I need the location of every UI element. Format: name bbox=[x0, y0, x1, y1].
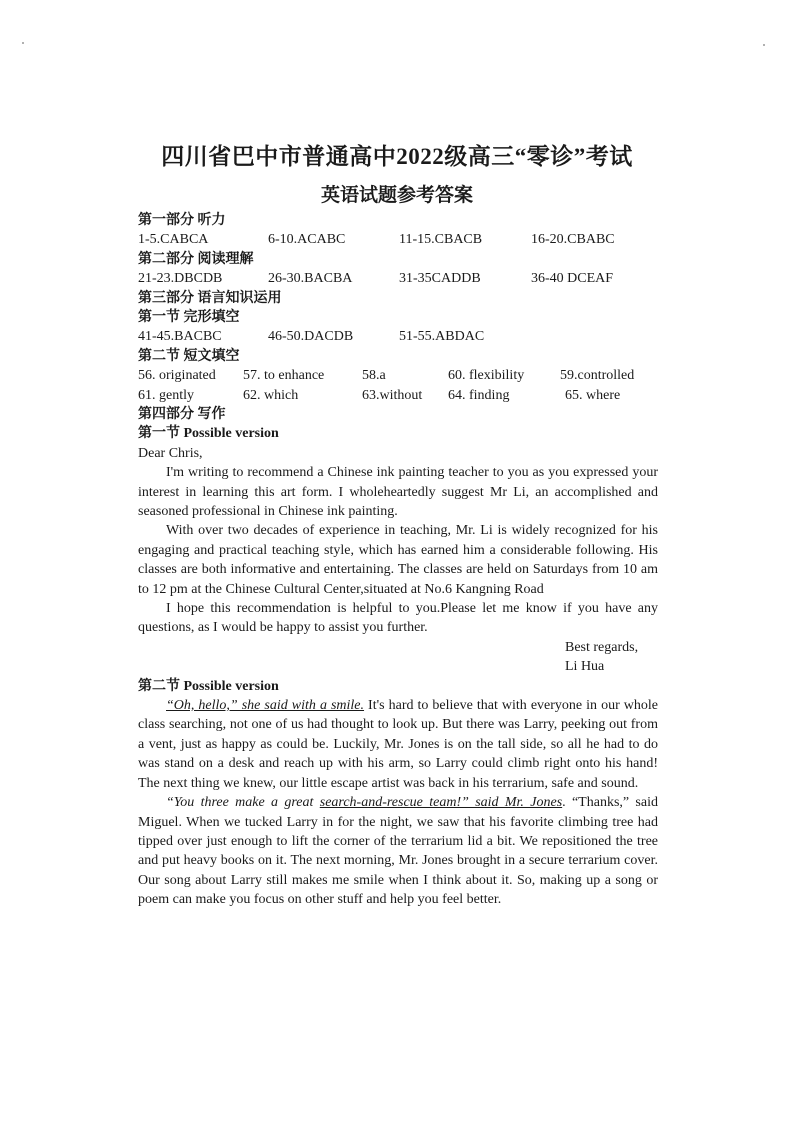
answer-item: 56. originated bbox=[138, 368, 216, 384]
answer-item: 63.without bbox=[362, 387, 423, 403]
page-title: 四川省巴中市普通高中2022级高三“零诊”考试 bbox=[161, 144, 633, 169]
part1-answers bbox=[138, 230, 658, 249]
part3-section1-answers bbox=[138, 327, 658, 346]
answer-item: 60. flexibility bbox=[448, 368, 525, 384]
answer-item: 64. finding bbox=[448, 387, 510, 403]
answer-content bbox=[138, 211, 658, 910]
answer-group: 21-23.DBCDB bbox=[138, 271, 223, 287]
story-lead-sentence: “Oh, hello,” she said with a smile. bbox=[166, 698, 365, 714]
story-lead-underlined: search-and-rescue team!” said Mr. Jones bbox=[319, 795, 563, 811]
part4-section1-heading: 第一节 Possible version bbox=[138, 426, 279, 442]
story-paragraph bbox=[138, 696, 658, 793]
story-lead-sentence: “You three make a great bbox=[166, 795, 320, 811]
answer-group: 36-40 DCEAF bbox=[531, 271, 614, 287]
part3-section2-row1 bbox=[138, 366, 658, 385]
answer-group: 31-35CADDB bbox=[399, 271, 481, 287]
story-text: “Thanks,” said Miguel. When we tucked Larry in for the night, we saw that his favorite climbing tree had tipped over just enough to lift the corner of the terrarium lid a bit. We repositioned the tree and put heavy books on it. The next morning, Mr. Jones brought in a secure terrarium cover. Our song about Larry still makes me smile when I think about it. So, making up a song or poem can make you focus on other stuff and help you feel better. bbox=[138, 795, 658, 908]
answer-group: 51-55.ABDAC bbox=[399, 329, 485, 345]
part3-heading: 第三部分 语言知识运用 bbox=[138, 290, 282, 306]
answer-group: 26-30.BACBA bbox=[268, 271, 353, 287]
part3-section1-heading: 第一节 完形填空 bbox=[138, 310, 240, 325]
part3-section2-row2 bbox=[138, 386, 658, 405]
answer-item: 57. to enhance bbox=[243, 368, 325, 384]
part3-section2-heading: 第二节 短文填空 bbox=[138, 348, 240, 364]
part2-answers bbox=[138, 269, 658, 288]
page-subtitle: 英语试题参考答案 bbox=[320, 185, 473, 206]
answer-group: 1-5.CABCA bbox=[138, 232, 209, 248]
letter-paragraph: I hope this recommendation is helpful to you.Please let me know if you have any questions, as I would be happy to assist you further. bbox=[138, 601, 658, 636]
story-text: It's hard to believe that with everyone in our whole class searching, not one of us had thought to look up. But there was Larry, peeking out from a vent, just as happy as could be. Luckily, Mr. Jones is on the tall side, so all he had to do was stand on a desk and reach up with his arm, so Larry could climb right onto his hand! The next thing we knew, our little escape artist was back in his terrarium, safe and sound. bbox=[138, 698, 658, 791]
answer-item: 65. where bbox=[565, 387, 621, 403]
letter-paragraph: I'm writing to recommend a Chinese ink painting teacher to you as you expressed your interest in learning this art form. I wholeheartedly suggest Mr Li, an accomplished and seasoned professional in Chinese ink painting. bbox=[138, 465, 658, 520]
part1-heading: 第一部分 听力 bbox=[138, 213, 226, 228]
letter-paragraph: With over two decades of experience in teaching, Mr. Li is widely recognized for his engaging and practical teaching style, which has earned him a considerable following. His classes are both informative and entertaining. The classes are held on Saturdays from 10 am to 12 pm at the Chinese Cultural Center,situated at No.6 Kangning Road bbox=[138, 523, 658, 597]
scan-speck bbox=[22, 42, 24, 44]
letter-salutation: Dear Chris, bbox=[138, 445, 203, 461]
story-paragraph bbox=[138, 793, 658, 909]
part2-heading: 第二部分 阅读理解 bbox=[138, 251, 254, 267]
answer-group: 41-45.BACBC bbox=[138, 329, 222, 345]
part4-heading: 第四部分 写作 bbox=[138, 406, 226, 422]
letter-signature: Li Hua bbox=[565, 659, 605, 675]
answer-group: 6-10.ACABC bbox=[268, 232, 346, 248]
answer-item: 61. gently bbox=[138, 387, 194, 403]
part4-section2-heading: 第二节 Possible version bbox=[138, 678, 279, 694]
answer-item: 58.a bbox=[362, 368, 386, 384]
answer-group: 11-15.CBACB bbox=[399, 232, 483, 248]
answer-item: 59.controlled bbox=[560, 368, 635, 384]
answer-item: 62. which bbox=[243, 387, 299, 403]
letter-closing: Best regards, bbox=[565, 639, 639, 655]
scan-speck bbox=[763, 44, 765, 46]
answer-group: 46-50.DACDB bbox=[268, 329, 354, 345]
answer-group: 16-20.CBABC bbox=[531, 232, 615, 248]
story-text: . bbox=[562, 795, 566, 811]
